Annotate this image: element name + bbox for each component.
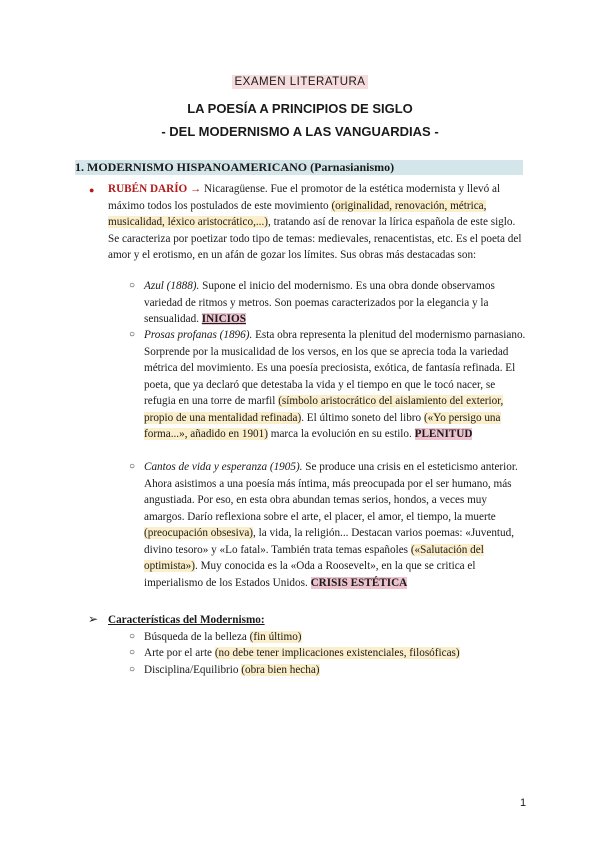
section-heading: 1. MODERNISMO HISPANOAMERICANO (Parnasianismo) [75, 160, 523, 175]
highlight: («Salutación del optimista») [144, 543, 484, 572]
highlight: (preocupación obsesiva) [144, 527, 254, 539]
highlight: («Yo persigo una forma...», añadido en 1901) [144, 411, 501, 440]
tag-crisis: CRISIS ESTÉTICA [310, 576, 408, 589]
circle-bullet-icon: ○ [129, 280, 136, 291]
work-cantos: Cantos de vida y esperanza (1905). Se produce una crisis en el esteticismo anterior. Ahora asistimos a una poesía más íntima, más preocupada por el ser humano, más angustiada. Por eso, en esta obra abundan temas serios, hondos, a veces muy amargos. Darío reflexiona sobre el arte, el placer, el amor, el tiempo, la muerte (preocupación obsesiva), la vida, la religión... Destacan varios poemas: «Juventud, divino tesoro» y «Lo fatal». También trata temas españoles («Salutación del optimista»). Muy conocida es la «Oda a Roosevelt», en la que se critica el imperialismo de los Estados Unidos. CRISIS ESTÉTICA [144, 461, 518, 589]
main-title: LA POESÍA A PRINCIPIOS DE SIGLO [187, 101, 413, 116]
author-name: RUBÉN DARÍO → [108, 183, 202, 195]
characteristics-heading: Características del Modernismo: [108, 614, 265, 626]
highlight: (originalidad, renovación, métrica, musicalidad, léxico aristocrático,...) [108, 199, 487, 228]
exam-title: EXAMEN LITERATURA [0, 76, 600, 88]
work-prosas-profanas: Prosas profanas (1896). Esta obra representa la plenitud del modernismo parnasiano. Sorprende por la musicalidad de los versos, en los que se aprecia toda la variedad métrica del movimiento. Es una poesía preciosista, exótica, de fantasía refinada. El poeta, que ya declaró que detestaba la vida y el tiempo en que le tocó nacer, se refugia en una torre de marfil (símbolo aristocrático del aislamiento del exterior, propio de una mentalidad refinada). El último soneto del libro («Yo persigo una forma...», añadido en 1901) marca la evolución en su estilo. PLENITUD [144, 329, 526, 440]
dario-paragraph: RUBÉN DARÍO → Nicaragüense. Fue el promotor de la estética modernista y llevó al máximo todos los postulados de este movimiento (originalidad, renovación, métrica, musicalidad, léxico aristocrático,...), tratando así de renovar la lírica española de este siglo. Se caracteriza por poetizar todo tipo de temas: medievales, renacentistas, etc. Es el poeta del amor y el erotismo, en un afán de gozar los límites. Sus obras más destacadas son: [108, 183, 522, 261]
circle-bullet-icon: ○ [129, 664, 136, 675]
bullet-icon: ● [89, 185, 95, 195]
characteristic-item: Disciplina/Equilibrio (obra bien hecha) [144, 664, 320, 676]
circle-bullet-icon: ○ [129, 461, 136, 472]
tag-plenitud: PLENITUD [414, 428, 473, 440]
work-azul: Azul (1888). Supone el inicio del modernismo. Es una obra donde observamos variedad de ritmos y metros. Son poemas caracterizados por la elegancia y la sensualidad. INICIOS [144, 280, 495, 325]
arrow-bullet-icon: ➢ [88, 612, 99, 626]
circle-bullet-icon: ○ [129, 329, 136, 340]
characteristic-item: Arte por el arte (no debe tener implicaciones existenciales, filosóficas) [144, 647, 460, 659]
circle-bullet-icon: ○ [129, 647, 136, 658]
circle-bullet-icon: ○ [129, 631, 136, 642]
subtitle: - DEL MODERNISMO A LAS VANGUARDIAS - [161, 124, 439, 139]
characteristic-item: Búsqueda de la belleza (fin último) [144, 631, 302, 643]
page-number: 1 [520, 797, 527, 809]
tag-inicios: INICIOS [201, 313, 246, 325]
highlight: (símbolo aristocrático del aislamiento del exterior, propio de una mentalidad refinada) [144, 395, 504, 424]
